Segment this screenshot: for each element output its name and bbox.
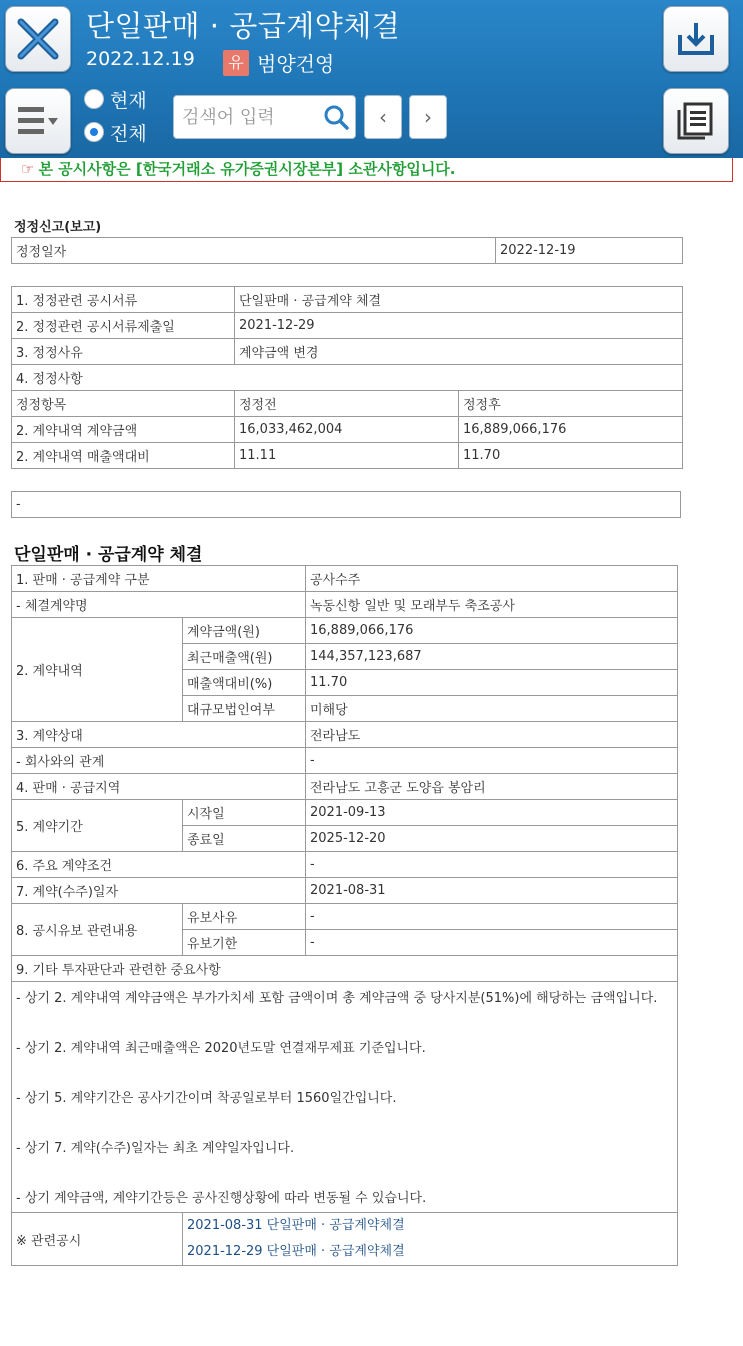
row-value: - (306, 748, 678, 774)
table-row (12, 956, 678, 982)
column-header: 정정항목 (12, 391, 235, 417)
table-row (12, 982, 678, 1213)
table-cell: 16,033,462,004 (235, 417, 459, 443)
radio-current[interactable] (84, 86, 147, 112)
row-value: 2021-08-31 (306, 878, 678, 904)
row-label: 1. 판매 · 공급계약 구분 (12, 566, 306, 592)
download-button[interactable] (663, 6, 729, 72)
radio-current-circle[interactable] (84, 89, 104, 109)
jurisdiction-notice (0, 158, 733, 182)
note-line: - 상기 계약금액, 계약기간등은 공사진행상황에 따라 변동될 수 있습니다. (16, 1191, 427, 1206)
note-line: - 상기 5. 계약기간은 공사기간이며 착공일로부터 1560일간입니다. (16, 1091, 397, 1106)
note-line: - 상기 7. 계약(수주)일자는 최초 계약일자입니다. (16, 1141, 295, 1156)
table-row (12, 1213, 678, 1266)
table-row (12, 748, 678, 774)
document-list-icon (675, 100, 717, 142)
correction-detail-table (11, 286, 683, 469)
row-value: 2021-09-13 (306, 800, 678, 826)
correction-section-label: 정정신고(보고) (14, 220, 102, 235)
row-value: 144,357,123,687 (306, 644, 678, 670)
row-value: - (306, 852, 678, 878)
column-header: 정정전 (235, 391, 459, 417)
table-row (12, 443, 683, 469)
row-value: 녹동신항 일반 및 모래부두 축조공사 (306, 592, 678, 618)
correction-row-value: 단일판매 · 공급계약 체결 (235, 287, 683, 313)
row-value: 미해당 (306, 696, 678, 722)
table-row (12, 852, 678, 878)
row-label: 9. 기타 투자판단과 관련한 중요사항 (12, 956, 678, 982)
search-input[interactable] (182, 102, 322, 132)
document-list-button[interactable] (663, 88, 729, 154)
contract-section-title: 단일판매 · 공급계약 체결 (14, 545, 203, 565)
column-header: 정정후 (459, 391, 683, 417)
related-disclosure-link-1[interactable]: 2021-08-31 단일판매 · 공급계약체결 (187, 1218, 405, 1233)
row-label: 3. 계약상대 (12, 722, 306, 748)
disclosure-date: 2022.12.19 (86, 48, 195, 70)
row-label: 4. 판매 · 공급지역 (12, 774, 306, 800)
next-button[interactable]: › (409, 95, 447, 139)
note-line: - 상기 2. 계약내역 계약금액은 부가가치세 포함 금액이며 총 계약금액 중 당사지분(51%)에 해당하는 금액입니다. (16, 991, 658, 1006)
correction-date-value: 2022-12-19 (496, 238, 683, 264)
search-box (173, 95, 356, 139)
table-row (12, 878, 678, 904)
correction-date-label: 정정일자 (12, 238, 496, 264)
related-disclosure-link-2[interactable]: 2021-12-29 단일판매 · 공급계약체결 (187, 1244, 405, 1259)
row-label: 7. 계약(수주)일자 (12, 878, 306, 904)
correction-row-value: 2021-12-29 (235, 313, 683, 339)
radio-all-label: 전체 (110, 122, 147, 145)
correction-remark-table (11, 491, 681, 518)
table-row (12, 722, 678, 748)
table-row (12, 417, 683, 443)
radio-all-circle[interactable] (84, 122, 104, 142)
table-row (12, 800, 678, 826)
download-icon (676, 19, 716, 59)
pointing-hand-icon: ☞ (21, 160, 35, 178)
sub-label: 유보사유 (183, 904, 306, 930)
table-cell: 16,889,066,176 (459, 417, 683, 443)
table-cell: 11.70 (459, 443, 683, 469)
row-label: 5. 계약기간 (12, 800, 183, 852)
table-row (12, 492, 681, 518)
note-line: - 상기 2. 계약내역 최근매출액은 2020년도말 연결재무제표 기준입니다. (16, 1041, 426, 1056)
sub-label: 유보기한 (183, 930, 306, 956)
table-cell: 2. 계약내역 계약금액 (12, 417, 235, 443)
row-label: 8. 공시유보 관련내용 (12, 904, 183, 956)
list-menu-icon (16, 104, 60, 138)
row-label: 2. 계약내역 (12, 618, 183, 722)
sub-label: 매출액대비(%) (183, 670, 306, 696)
table-row (12, 566, 678, 592)
sub-label: 계약금액(원) (183, 618, 306, 644)
close-icon (15, 16, 61, 62)
row-value: - (306, 904, 678, 930)
company-name: 범양건영 (257, 52, 335, 76)
correction-date-table (11, 237, 683, 264)
table-row (12, 774, 678, 800)
row-label: - 체결계약명 (12, 592, 306, 618)
table-row (12, 618, 678, 644)
radio-all[interactable] (84, 119, 147, 145)
app-header (0, 0, 743, 158)
row-value: - (306, 930, 678, 956)
row-value: 16,889,066,176 (306, 618, 678, 644)
table-row (12, 287, 683, 313)
row-value: 공사수주 (306, 566, 678, 592)
row-value: 전라남도 (306, 722, 678, 748)
table-row (12, 592, 678, 618)
prev-button[interactable]: ‹ (364, 95, 402, 139)
sub-label: 최근매출액(원) (183, 644, 306, 670)
related-links-cell (183, 1213, 678, 1266)
table-row (12, 313, 683, 339)
table-row (12, 238, 683, 264)
correction-items-label: 4. 정정사항 (12, 365, 683, 391)
row-value: 2025-12-20 (306, 826, 678, 852)
row-label: ※ 관련공시 (12, 1213, 183, 1266)
radio-current-label: 현재 (110, 89, 147, 112)
notes-cell (12, 982, 678, 1213)
search-icon[interactable] (323, 104, 349, 134)
table-cell: 11.11 (235, 443, 459, 469)
correction-row-label: 3. 정정사유 (12, 339, 235, 365)
table-cell: 2. 계약내역 매출액대비 (12, 443, 235, 469)
row-label: - 회사와의 관계 (12, 748, 306, 774)
table-row (12, 365, 683, 391)
notice-text: 본 공시사항은 [한국거래소 유가증권시장본부] 소관사항입니다. (38, 160, 456, 178)
close-button[interactable] (5, 6, 71, 72)
correction-row-label: 2. 정정관련 공시서류제출일 (12, 313, 235, 339)
row-value: 11.70 (306, 670, 678, 696)
table-row (12, 339, 683, 365)
row-value: 전라남도 고흥군 도양읍 봉암리 (306, 774, 678, 800)
correction-row-value: 계약금액 변경 (235, 339, 683, 365)
table-header-row (12, 391, 683, 417)
sub-label: 시작일 (183, 800, 306, 826)
market-badge: 유 (223, 50, 249, 76)
sub-label: 대규모법인여부 (183, 696, 306, 722)
menu-button[interactable] (5, 88, 71, 154)
row-label: 6. 주요 계약조건 (12, 852, 306, 878)
correction-row-label: 1. 정정관련 공시서류 (12, 287, 235, 313)
contract-table (11, 565, 678, 1266)
sub-label: 종료일 (183, 826, 306, 852)
table-row (12, 904, 678, 930)
page-title: 단일판매 · 공급계약체결 (86, 9, 401, 43)
correction-remark: - (12, 492, 681, 518)
